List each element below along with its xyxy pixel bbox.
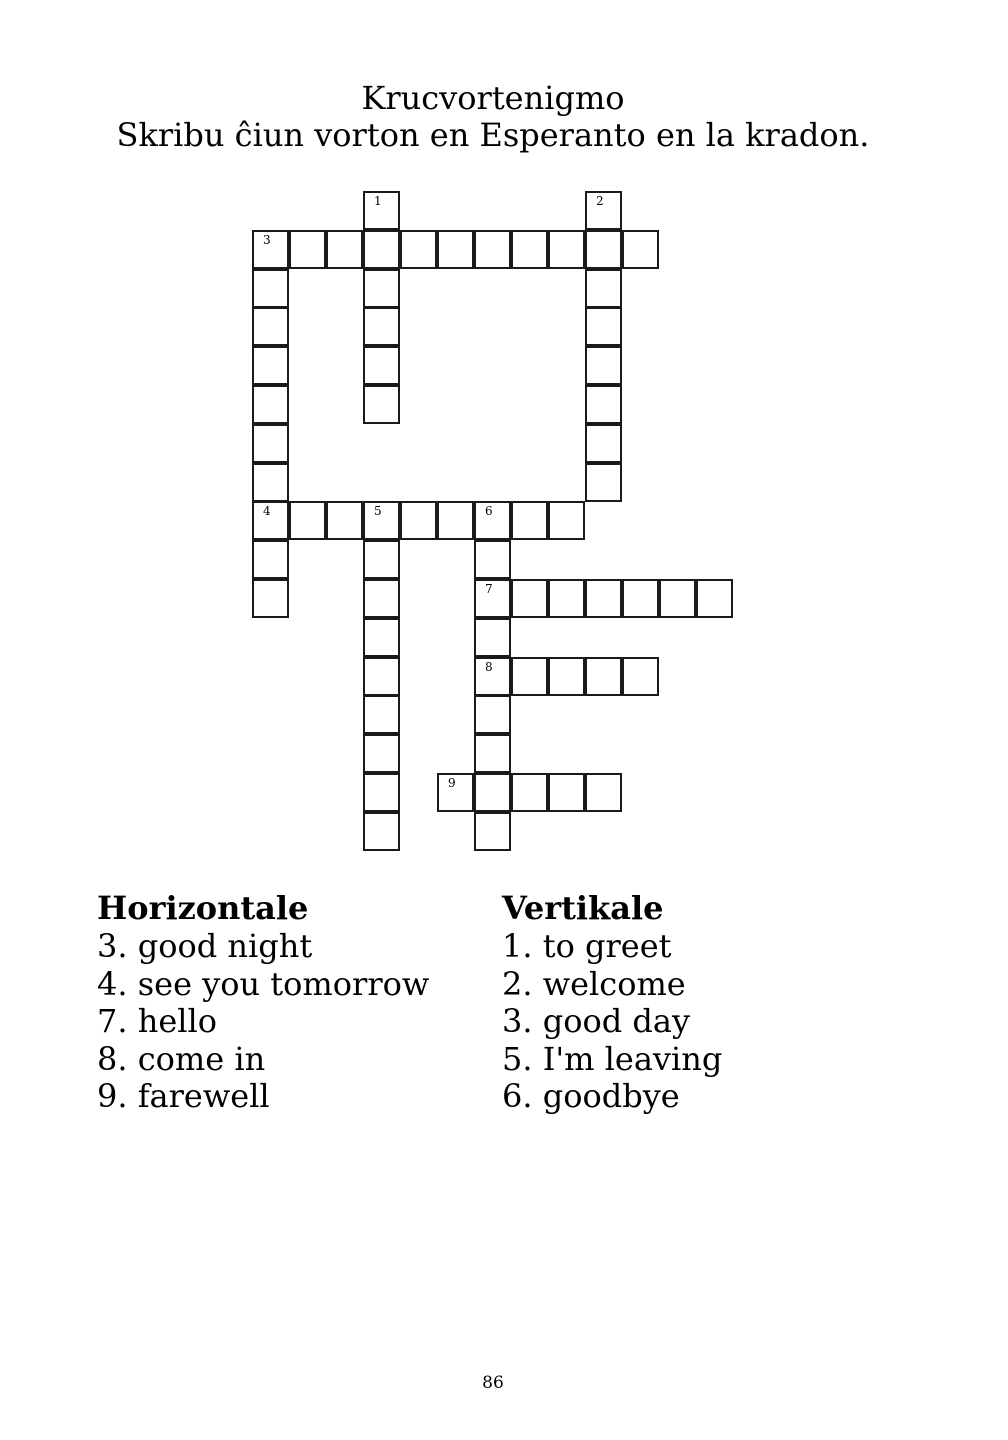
down-clues [502, 888, 722, 1116]
crossword-cell[interactable] [363, 230, 400, 269]
puzzle-instructions: Skribu ĉiun vorton en Esperanto en la kradon. [116, 116, 870, 154]
across-heading: Horizontale [97, 889, 309, 927]
crossword-cell[interactable] [585, 230, 622, 269]
crossword-cell[interactable] [363, 657, 400, 696]
crossword-cell[interactable] [437, 773, 474, 812]
crossword-cell[interactable] [585, 657, 622, 696]
crossword-cell[interactable] [622, 657, 659, 696]
crossword-cell[interactable] [585, 424, 622, 463]
crossword-cell[interactable] [289, 230, 326, 269]
crossword-cell[interactable] [474, 695, 511, 734]
crossword-cell[interactable] [548, 501, 585, 540]
clue-number: 9 [448, 776, 456, 790]
crossword-cell[interactable] [400, 230, 437, 269]
crossword-cell[interactable] [585, 269, 622, 308]
crossword-cell[interactable] [363, 734, 400, 773]
crossword-cell[interactable] [363, 501, 400, 540]
clue-number: 8 [485, 660, 493, 674]
down-clue: 5. I'm leaving [502, 1039, 723, 1078]
crossword-cell[interactable] [548, 773, 585, 812]
across-clue: 8. come in [97, 1039, 266, 1078]
clue-number: 3 [263, 233, 271, 247]
crossword-cell[interactable] [696, 579, 733, 618]
down-clue: 2. welcome [502, 964, 686, 1003]
crossword-cell[interactable] [474, 230, 511, 269]
crossword-cell[interactable] [363, 269, 400, 308]
crossword-cell[interactable] [548, 230, 585, 269]
crossword-cell[interactable] [437, 501, 474, 540]
crossword-cell[interactable] [289, 501, 326, 540]
crossword-cell[interactable] [363, 191, 400, 230]
across-clue: 4. see you tomorrow [97, 964, 430, 1003]
page-number: 86 [482, 1373, 504, 1393]
crossword-cell[interactable] [474, 618, 511, 657]
crossword-cell[interactable] [548, 579, 585, 618]
clue-number: 7 [485, 582, 493, 596]
down-clue: 1. to greet [502, 927, 672, 965]
crossword-cell[interactable] [252, 269, 289, 308]
crossword-cell[interactable] [548, 657, 585, 696]
crossword-cell[interactable] [474, 812, 511, 851]
down-heading: Vertikale [502, 889, 664, 927]
crossword-cell[interactable] [252, 579, 289, 618]
across-clue: 3. good night [97, 927, 313, 965]
crossword-cell[interactable] [585, 463, 622, 502]
puzzle-title: Krucvortenigmo [361, 79, 625, 117]
clue-number: 5 [374, 504, 382, 518]
crossword-cell[interactable] [585, 307, 622, 346]
clue-number: 6 [485, 504, 493, 518]
crossword-cell[interactable] [363, 307, 400, 346]
crossword-cell[interactable] [511, 230, 548, 269]
crossword-cell[interactable] [585, 191, 622, 230]
crossword-cell[interactable] [511, 773, 548, 812]
crossword-cell[interactable] [252, 307, 289, 346]
crossword-cell[interactable] [474, 540, 511, 579]
crossword-cell[interactable] [474, 657, 511, 696]
crossword-cell[interactable] [363, 695, 400, 734]
crossword-cell[interactable] [511, 501, 548, 540]
crossword-cell[interactable] [363, 773, 400, 812]
crossword-cell[interactable] [585, 346, 622, 385]
crossword-cell[interactable] [474, 579, 511, 618]
crossword-cell[interactable] [585, 385, 622, 424]
down-clue: 6. goodbye [502, 1077, 680, 1115]
crossword-cell[interactable] [363, 385, 400, 424]
crossword-cell[interactable] [252, 424, 289, 463]
across-clues [97, 888, 429, 1116]
across-clue: 7. hello [97, 1002, 217, 1040]
crossword-cell[interactable] [585, 579, 622, 618]
crossword-cell[interactable] [437, 230, 474, 269]
crossword-cell[interactable] [363, 540, 400, 579]
crossword-cell[interactable] [474, 734, 511, 773]
crossword-cell[interactable] [400, 501, 437, 540]
across-clue: 9. farewell [97, 1077, 270, 1115]
crossword-cell[interactable] [363, 812, 400, 851]
crossword-cell[interactable] [659, 579, 696, 618]
crossword-cell[interactable] [363, 618, 400, 657]
crossword-cell[interactable] [252, 540, 289, 579]
clue-number: 2 [596, 194, 604, 208]
crossword-cell[interactable] [326, 501, 363, 540]
clue-number: 1 [374, 194, 382, 208]
crossword-cell[interactable] [252, 346, 289, 385]
crossword-cell[interactable] [622, 230, 659, 269]
crossword-cell[interactable] [511, 579, 548, 618]
clue-number: 4 [263, 504, 271, 518]
crossword-cell[interactable] [474, 501, 511, 540]
crossword-cell[interactable] [474, 773, 511, 812]
crossword-cell[interactable] [363, 346, 400, 385]
crossword-cell[interactable] [252, 230, 289, 269]
crossword-cell[interactable] [585, 773, 622, 812]
crossword-cell[interactable] [252, 501, 289, 540]
crossword-cell[interactable] [252, 463, 289, 502]
crossword-cell[interactable] [363, 579, 400, 618]
down-clue: 3. good day [502, 1002, 691, 1040]
crossword-cell[interactable] [511, 657, 548, 696]
crossword-cell[interactable] [326, 230, 363, 269]
crossword-cell[interactable] [622, 579, 659, 618]
crossword-cell[interactable] [252, 385, 289, 424]
